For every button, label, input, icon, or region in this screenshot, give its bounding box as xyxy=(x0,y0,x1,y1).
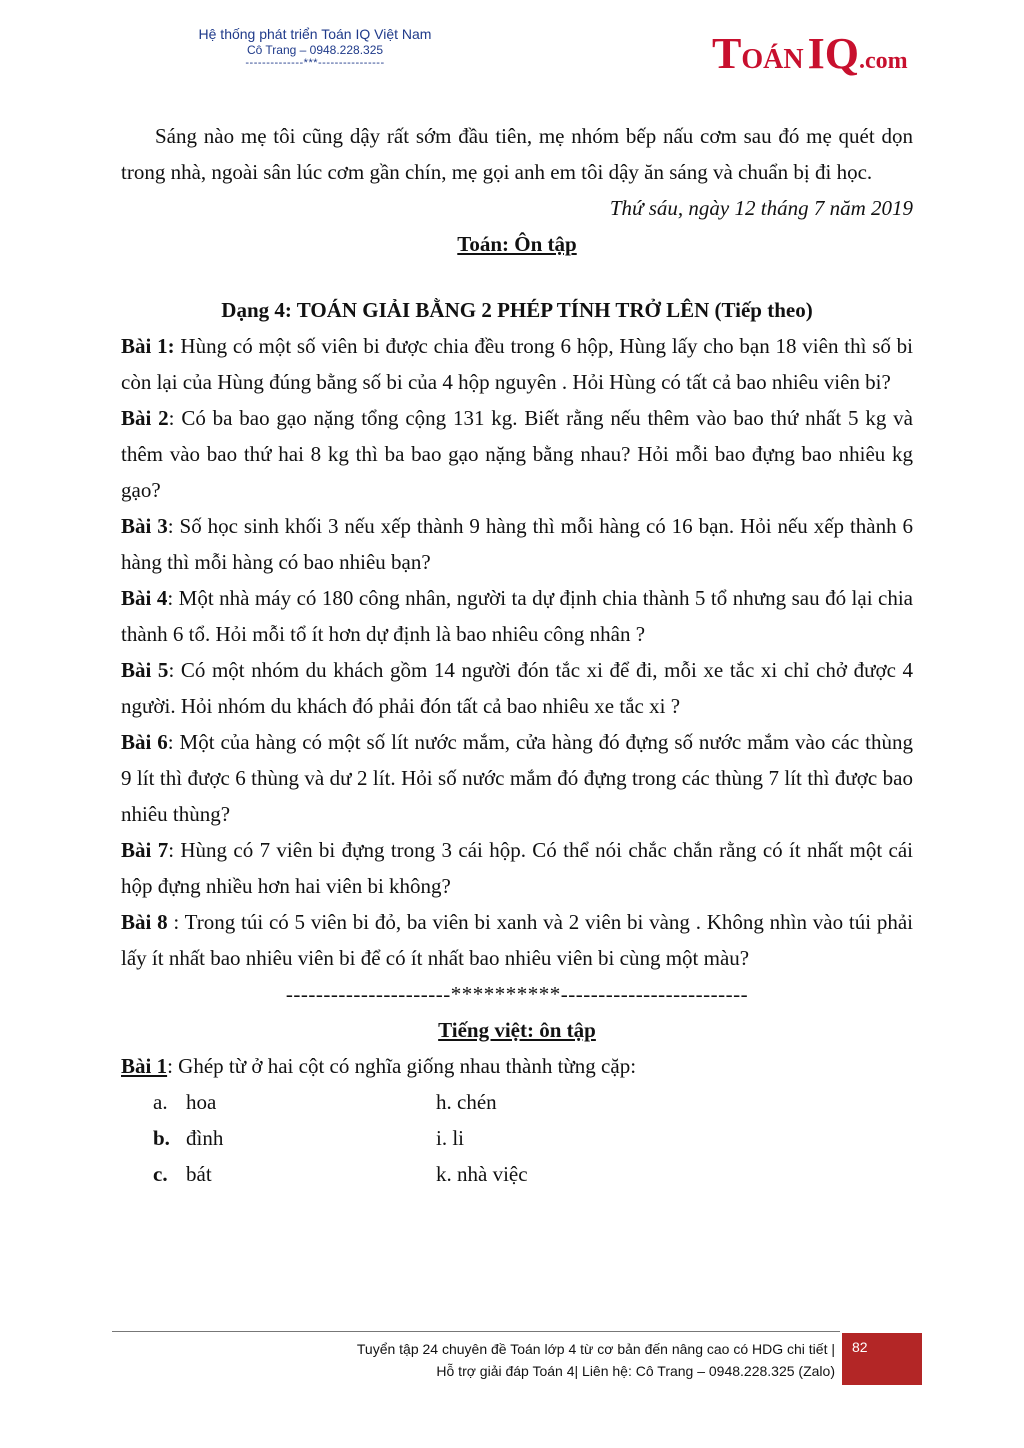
section-title: Dạng 4: TOÁN GIẢI BẰNG 2 PHÉP TÍNH TRỞ LÊN (Tiếp theo) xyxy=(221,298,813,322)
intro-paragraph: Sáng nào mẹ tôi cũng dậy rất sớm đầu tiên, mẹ nhóm bếp nấu cơm sau đó mẹ quét dọn trong nhà, ngoài sân lúc cơm gần chín, mẹ gọi anh em tôi dậy ăn sáng và chuẩn bị đi học. xyxy=(121,124,913,184)
pair-row xyxy=(121,1120,913,1156)
date-line: Thứ sáu, ngày 12 tháng 7 năm 2019 xyxy=(609,196,913,220)
pair-row xyxy=(121,1156,913,1192)
pair-label: b. xyxy=(153,1126,170,1150)
viet-task: Bài 1: Ghép từ ở hai cột có nghĩa giống nhau thành từng cặp: xyxy=(121,1054,637,1078)
problem-1: Bài 1: Hùng có một số viên bi được chia đều trong 6 hộp, Hùng lấy cho bạn 18 viên thì số bi còn lại của Hùng đúng bằng số bi của 4 hộp nguyên . Hỏi Hùng có tất cả bao nhiêu viên bi? xyxy=(121,334,913,394)
pair-label: c. xyxy=(153,1162,168,1186)
toan-iq-logo: TOÁN IQ.com xyxy=(712,29,908,78)
pair-right: h. chén xyxy=(436,1090,497,1114)
pair-left: hoa xyxy=(186,1090,217,1114)
pair-row xyxy=(121,1084,913,1120)
pair-right: i. li xyxy=(436,1126,465,1150)
pair-right: k. nhà việc xyxy=(436,1162,528,1186)
page-number-box xyxy=(842,1333,922,1385)
problem-2: Bài 2: Có ba bao gạo nặng tổng cộng 131 kg. Biết rằng nếu thêm vào bao thứ nhất 5 kg và thêm vào bao thứ hai 8 kg thì ba bao gạo nặng bằng nhau? Hỏi mỗi bao đựng bao nhiêu kg gạo? xyxy=(121,406,913,502)
footer-rule xyxy=(112,1331,840,1332)
problem-7: Bài 7: Hùng có 7 viên bi đựng trong 3 cái hộp. Có thể nói chắc chắn rằng có ít nhất một cái hộp đựng nhiều hơn hai viên bi không? xyxy=(121,838,914,898)
page-footer xyxy=(240,1338,835,1382)
header-separator: --------------***---------------- xyxy=(245,57,385,69)
spacer xyxy=(121,262,913,292)
problem-5: Bài 5: Có một nhóm du khách gồm 14 người đón tắc xi để đi, mỗi xe tắc xi chỉ chở được 4 người. Hỏi nhóm du khách đó phải đón tất cả bao nhiêu xe tắc xi ? xyxy=(121,658,913,718)
problem-4: Bài 4: Một nhà máy có 180 công nhân, người ta dự định chia thành 5 tổ nhưng sau đó lại chia thành 6 tổ. Hỏi mỗi tổ ít hơn dự định là bao nhiêu công nhân ? xyxy=(121,586,914,646)
header-contact: Cô Trang – 0948.228.325 xyxy=(246,43,384,57)
problem-3: Bài 3: Số học sinh khối 3 nếu xếp thành 9 hàng thì mỗi hàng có 16 bạn. Hỏi nếu xếp thành 6 hàng thì mỗi hàng có bao nhiêu bạn? xyxy=(121,514,914,574)
problem-6: Bài 6: Một của hàng có một số lít nước mắm, cửa hàng đó đựng số nước mắm vào các thùng 9 lít thì được 6 thùng và dư 2 lít. Hỏi số nước mắm đó đựng trong các thùng 7 lít thì được bao nhiêu thùng? xyxy=(121,730,913,826)
pair-left: đình xyxy=(186,1126,224,1150)
problem-8: Bài 8 : Trong túi có 5 viên bi đỏ, ba viên bi xanh và 2 viên bi vàng . Không nhìn vào túi phải lấy ít nhất bao nhiêu viên bi để có ít nhất bao nhiêu viên bi cùng một màu? xyxy=(121,910,913,970)
section-divider: ----------------------**********------------------------- xyxy=(285,982,749,1006)
header-org-name: Hệ thống phát triển Toán IQ Việt Nam xyxy=(198,26,432,42)
footer-line-1: Tuyển tập 24 chuyên đề Toán lớp 4 từ cơ bản đến nâng cao có HDG chi tiết | xyxy=(356,1341,835,1357)
footer-line-2: Hỗ trợ giải đáp Toán 4| Liên hệ: Cô Trang – 0948.228.325 (Zalo) xyxy=(436,1363,835,1379)
math-title: Toán: Ôn tập xyxy=(457,232,577,256)
page-header xyxy=(160,26,470,70)
pair-label: a. xyxy=(153,1090,168,1114)
viet-title: Tiếng việt: ôn tập xyxy=(438,1018,596,1042)
pair-left: bát xyxy=(186,1162,212,1186)
page-content xyxy=(121,118,913,1192)
page-number: 82 xyxy=(852,1339,868,1355)
